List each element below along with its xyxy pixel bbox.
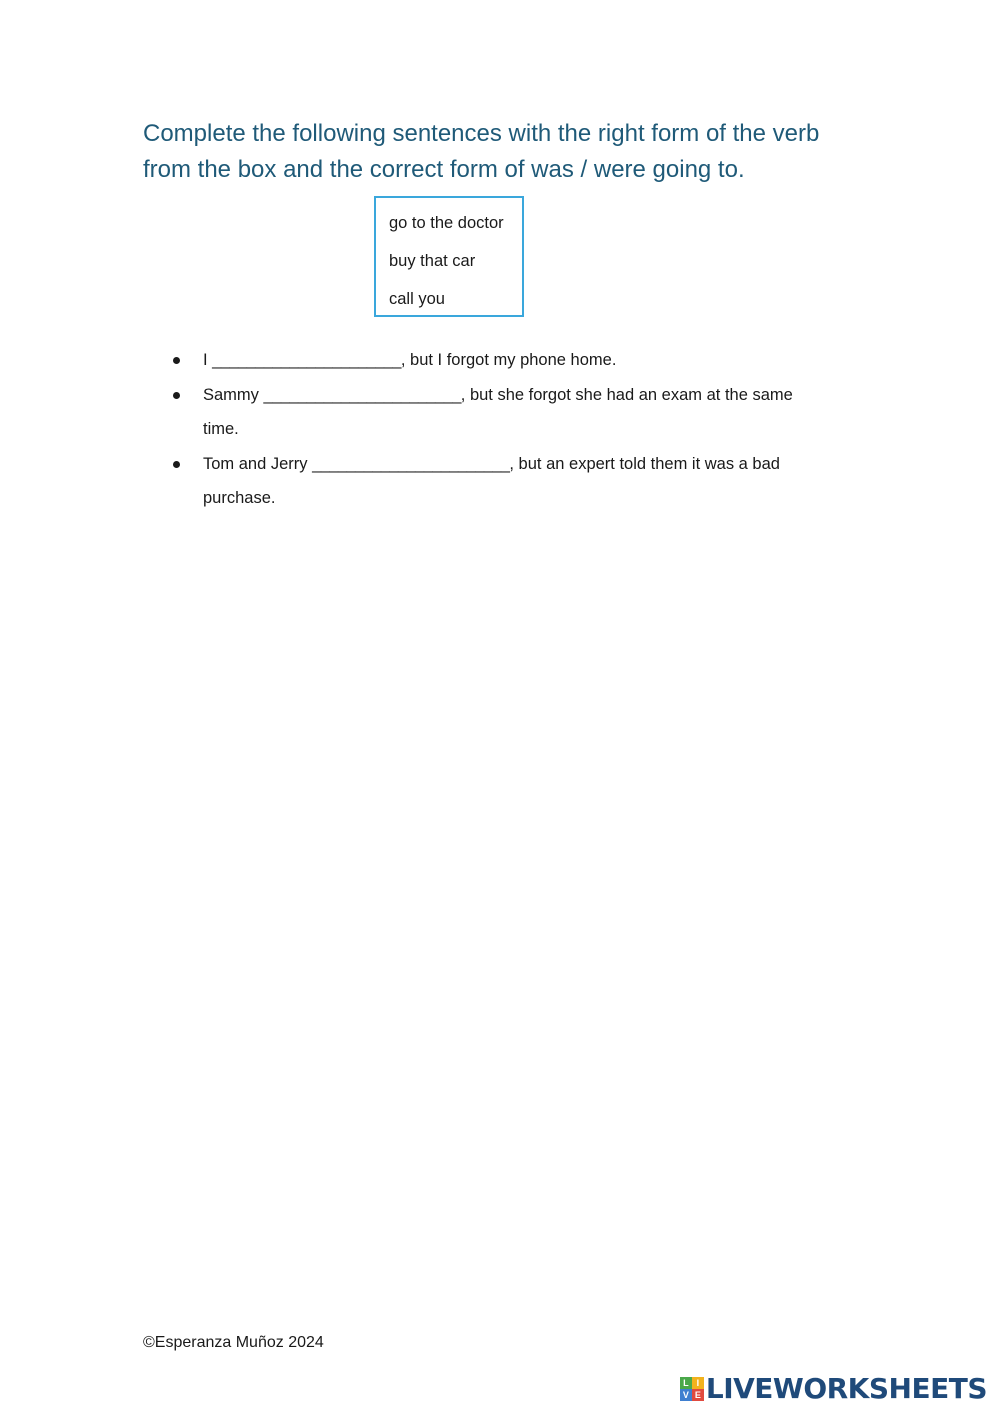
word-box [374,196,524,317]
bullet-icon [173,357,180,364]
sentence-start: I [203,351,213,369]
logo-letter-v: V [680,1389,692,1401]
word-box-item: call you [389,290,445,308]
liveworksheets-wordmark: LIVEWORKSHEETS [705,1372,987,1405]
sentence-item [173,447,833,516]
logo-letter-e: E [692,1389,704,1401]
sentence-end: , but she forgot she had an exam at the same time. [203,385,793,438]
answer-blank[interactable]: ______________________ [212,351,401,369]
bullet-icon [173,392,180,399]
sentence-start: Tom and Jerry [203,454,313,473]
word-box-item: buy that car [389,252,476,270]
sentence-item [173,378,833,447]
instructions-heading: Complete the following sentences with the right form of the verb from the box and the correct form of was / were going to. [143,120,820,183]
copyright-notice: ©Esperanza Muñoz 2024 [143,1334,324,1351]
sentence-end: , but I forgot my phone home. [400,351,617,369]
sentence-item [173,343,833,378]
answer-blank[interactable]: _______________________ [263,385,461,404]
logo-letter-l: L [680,1377,692,1389]
sentence-end: , but an expert told them it was a bad purchase. [203,454,780,507]
bullet-icon [173,461,180,468]
liveworksheets-logo[interactable] [680,1373,987,1405]
liveworksheets-logo-icon [680,1377,704,1401]
sentence-list [173,343,833,516]
sentence-start: Sammy [203,385,264,404]
answer-blank[interactable]: _______________________ [312,454,510,473]
word-box-item: go to the doctor [389,214,504,232]
logo-letter-i: I [692,1377,704,1389]
